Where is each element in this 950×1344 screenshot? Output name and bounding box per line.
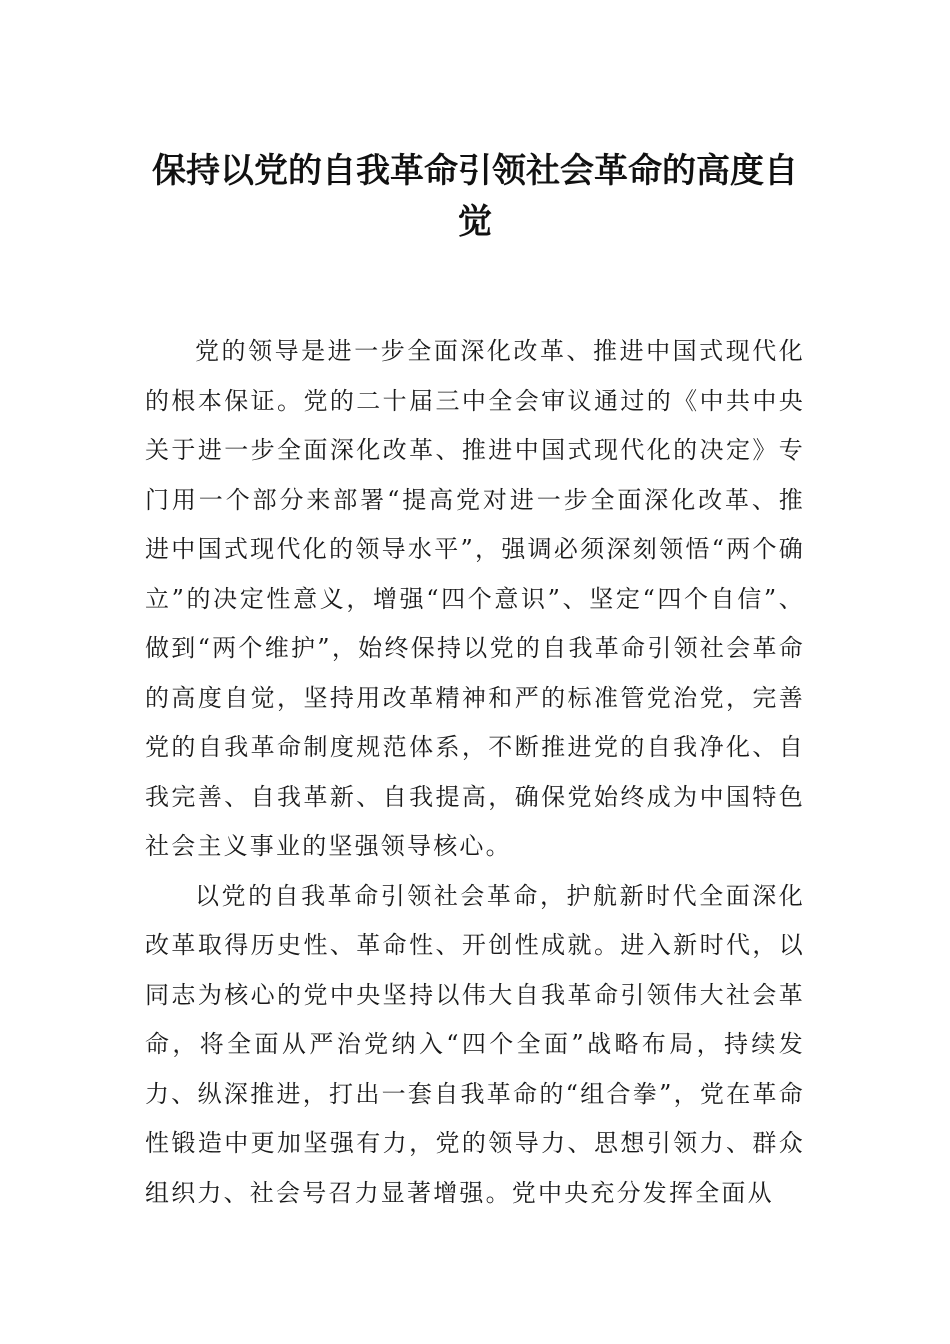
document-title: 保持以党的自我革命引领社会革命的高度自觉 [152,151,798,242]
paragraph-1: 党的领导是进一步全面深化改革、推进中国式现代化的根本保证。党的二十届三中全会审议通过的《中共中央关于进一步全面深化改革、推进中国式现代化的决定》专门用一个部分来部署“提高党对进一步全面深化改革、推进中国式现代化的领导水平”，强调必须深刻领悟“两个确立”的决定性意义，增强“四个意识”、坚定“四个自信”、做到“两个维护”，始终保持以党的自我革命引领社会革命的高度自觉，坚持用改革精神和严的标准管党治党，完善党的自我革命制度规范体系，不断推进党的自我净化、自我完善、自我革新、自我提高，确保党始终成为中国特色社会主义事业的坚强领导核心。 [145,337,805,860]
document-body [145,327,805,1218]
paragraph-2: 以党的自我革命引领社会革命，护航新时代全面深化改革取得历史性、革命性、开创性成就。进入新时代，以同志为核心的党中央坚持以伟大自我革命引领伟大社会革命，将全面从严治党纳入“四个全面”战略布局，持续发力、纵深推进，打出一套自我革命的“组合拳”，党在革命性锻造中更加坚强有力，党的领导力、思想引领力、群众组织力、社会号召力显著增强。党中央充分发挥全面从 [145,881,805,1207]
